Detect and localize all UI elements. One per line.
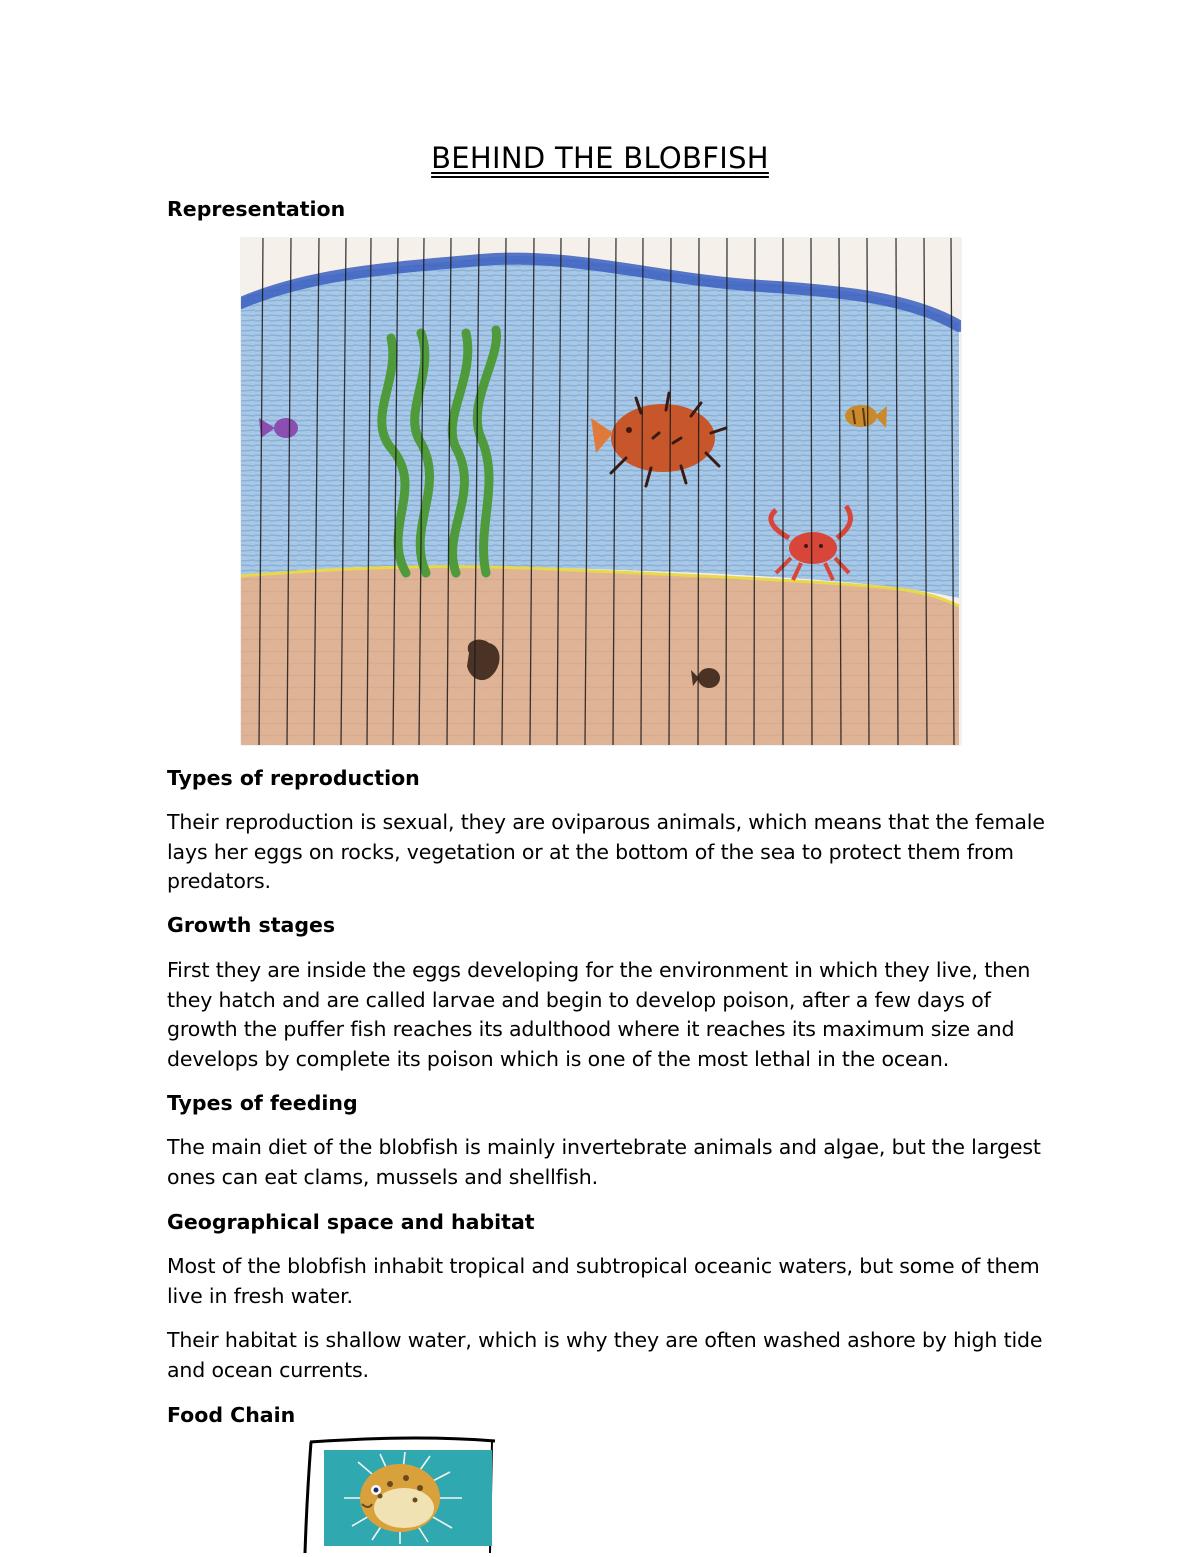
paragraph-reproduction: Their reproduction is sexual, they are oviparous animals, which means that the female lays her eggs on rocks, vegetation or at the bottom of the sea to protect them from predators. [167,810,1045,893]
heading-feeding: Types of feeding [167,1091,358,1115]
heading-reproduction: Types of reproduction [167,766,420,790]
document-title: BEHIND THE BLOBFISH [431,141,769,175]
ocean-drawing-illustration [241,238,961,745]
food-chain-diagram [300,1432,500,1553]
heading-habitat: Geographical space and habitat [167,1210,535,1234]
heading-growth: Growth stages [167,913,336,937]
sand-area [241,567,959,745]
paragraph-feeding: The main diet of the blobfish is mainly invertebrate animals and algae, but the largest ones can eat clams, mussels and shellfish. [167,1135,1041,1189]
paragraph-habitat-1: Most of the blobfish inhabit tropical and subtropical oceanic waters, but some of them live in fresh water. [167,1254,1040,1308]
ocean-drawing [241,238,961,745]
heading-representation: Representation [167,197,346,221]
pufferfish-photo [300,1432,500,1553]
heading-food-chain: Food Chain [167,1403,296,1427]
paragraph-habitat-2: Their habitat is shallow water, which is why they are often washed ashore by high tide and ocean currents. [167,1328,1043,1382]
paragraph-growth: First they are inside the eggs developing for the environment in which they live, then they hatch and are called larvae and begin to develop poison, after a few days of growth the puffer fish reaches its adulthood where it reaches its maximum size and develops by complete its poison which is one of the most lethal in the ocean. [167,958,1031,1071]
